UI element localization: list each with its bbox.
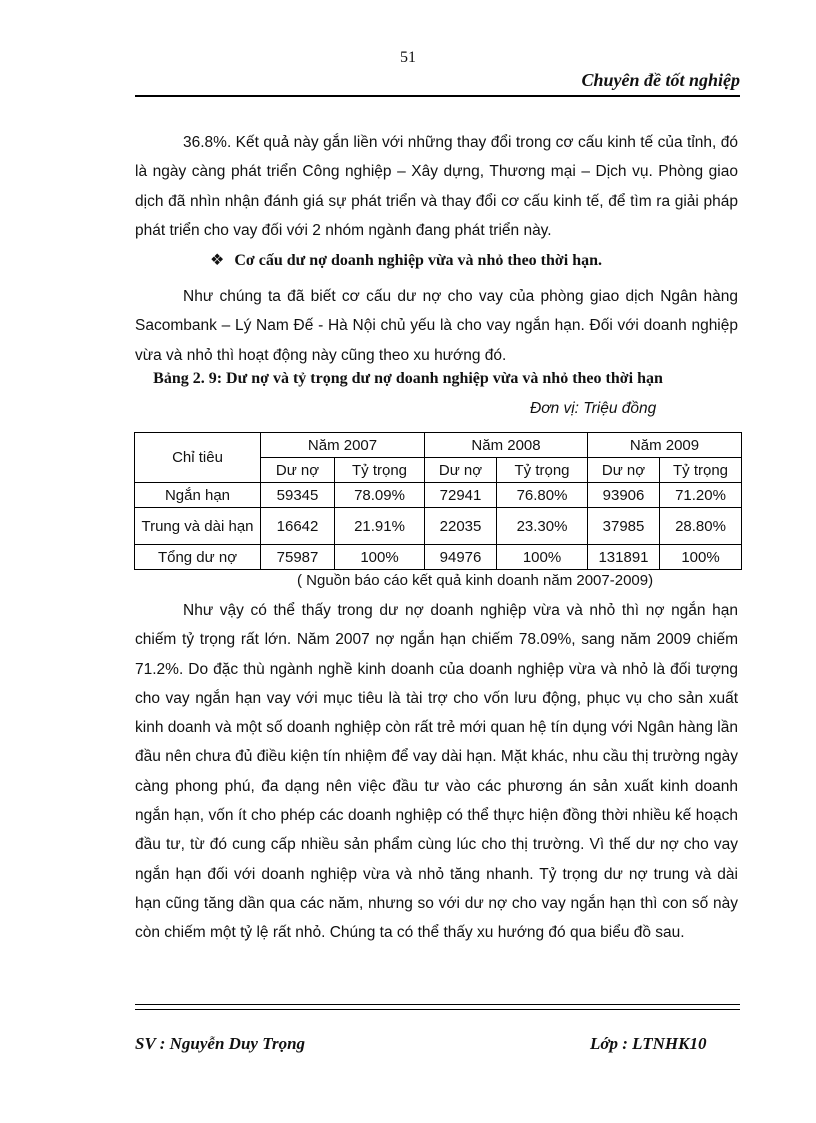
paragraph-1: 36.8%. Kết quả này gắn liền với những thay đổi trong cơ cấu kinh tế của tỉnh, đó là ngày càng phát triển Công nghiệp – Xây dựng, Thương mại – Dịch vụ. Phòng giao dịch đã nhìn nhận đánh giá sự phát triển và thay đổi cơ cấu kinh tế, để tìm ra giải pháp phát triển cho vay đối với 2 nhóm ngành đang phát triển này.: [135, 134, 738, 239]
table-row: [135, 508, 742, 545]
paragraph-2: Như chúng ta đã biết cơ cấu dư nợ cho vay của phòng giao dịch Ngân hàng Sacombank – Lý Nam Đế - Hà Nội chủ yếu là cho vay ngắn hạn. Đối với doanh nghiệp vừa và nhỏ thì hoạt động này cũng theo xu hướng đó.: [135, 288, 738, 364]
table-row: [135, 483, 742, 508]
footer-student: SV : Nguyễn Duy Trọng: [135, 1034, 306, 1053]
table-unit: Đơn vị: Triệu đồng: [530, 400, 657, 417]
paragraph-3: Như vậy có thể thấy trong dư nợ doanh nghiệp vừa và nhỏ thì nợ ngắn hạn chiếm tỷ trọng rất lớn. Năm 2007 nợ ngắn hạn chiếm 78.09%, sang năm 2009 chiếm 71.2%. Do đặc thù ngành nghề kinh doanh của doanh nghiệp vừa và nhỏ là đối tượng cho vay ngắn hạn vay với mục tiêu là tài trợ cho vốn lưu động, phục vụ cho sản xuất kinh doanh và một số doanh nghiệp còn rất trẻ mới quan hệ tín dụng với Ngân hàng lần đầu nên chưa đủ điều kiện tín nhiệm để vay dài hạn. Mặt khác, nhu cầu thị trường ngày càng phong phú, đa dạng nên việc đầu tư vào các phương án sản xuất kinh doanh ngắn hạn, vốn ít cho phép các doanh nghiệp có thể thực hiện đồng thời nhiều kế hoạch đầu tư, từ đó cung cấp nhiều sản phẩm cùng lúc cho thị trường. Vì thế dư nợ cho vay ngắn hạn đối với doanh nghiệp vừa và nhỏ tăng nhanh. Tỷ trọng dư nợ trung và dài hạn cũng tăng dần qua các năm, nhưng so với dư nợ cho vay ngắn hạn thì con số này còn chiếm một tỷ lệ rất nhỏ. Chúng ta có thể thấy xu hướng đó qua biểu đồ sau.: [135, 602, 738, 942]
subheader-cell: Dư nợ: [425, 458, 497, 483]
header-cell-indicator: Chỉ tiêu: [135, 433, 261, 483]
subheader-cell: Tỷ trọng: [335, 458, 425, 483]
table-cell: 100%: [497, 545, 588, 570]
table-cell: 94976: [425, 545, 497, 570]
table-cell: 37985: [588, 508, 660, 545]
section-heading: [210, 250, 602, 270]
subheader-cell: Tỷ trọng: [497, 458, 588, 483]
row-label: Ngắn hạn: [135, 483, 261, 508]
header-cell-year: Năm 2009: [588, 433, 742, 458]
table-title: Bảng 2. 9: Dư nợ và tỷ trọng dư nợ doanh nghiệp vừa và nhỏ theo thời hạn: [153, 370, 663, 387]
table-cell: 100%: [335, 545, 425, 570]
table-cell: 71.20%: [660, 483, 742, 508]
diamond-bullet-icon: ❖: [210, 252, 225, 269]
table-cell: 76.80%: [497, 483, 588, 508]
table-cell: 23.30%: [497, 508, 588, 545]
table-header-row: [135, 433, 742, 458]
header-divider: [135, 95, 740, 97]
page-number: 51: [400, 49, 416, 66]
footer-divider: [135, 1004, 740, 1010]
table-cell: 93906: [588, 483, 660, 508]
debt-structure-table: [134, 432, 742, 570]
table-cell: 75987: [261, 545, 335, 570]
header-cell-year: Năm 2008: [425, 433, 588, 458]
document-title: Chuyên đề tốt nghiệp: [581, 70, 740, 90]
subheader-cell: Tỷ trọng: [660, 458, 742, 483]
table-cell: 21.91%: [335, 508, 425, 545]
header-cell-year: Năm 2007: [261, 433, 425, 458]
row-label: Tổng dư nợ: [135, 545, 261, 570]
table-cell: 78.09%: [335, 483, 425, 508]
subheader-cell: Dư nợ: [261, 458, 335, 483]
table-cell: 100%: [660, 545, 742, 570]
table-cell: 59345: [261, 483, 335, 508]
table-cell: 22035: [425, 508, 497, 545]
table-cell: 16642: [261, 508, 335, 545]
table-cell: 72941: [425, 483, 497, 508]
table-cell: 131891: [588, 545, 660, 570]
subheader-cell: Dư nợ: [588, 458, 660, 483]
table-row: [135, 545, 742, 570]
section-heading-text: Cơ cấu dư nợ doanh nghiệp vừa và nhỏ theo thời hạn.: [234, 252, 603, 269]
footer-class: Lớp : LTNHK10: [590, 1034, 707, 1053]
table-cell: 28.80%: [660, 508, 742, 545]
table-source: ( Nguồn báo cáo kết quả kinh doanh năm 2007-2009): [297, 572, 654, 589]
row-label: Trung và dài hạn: [135, 508, 261, 545]
